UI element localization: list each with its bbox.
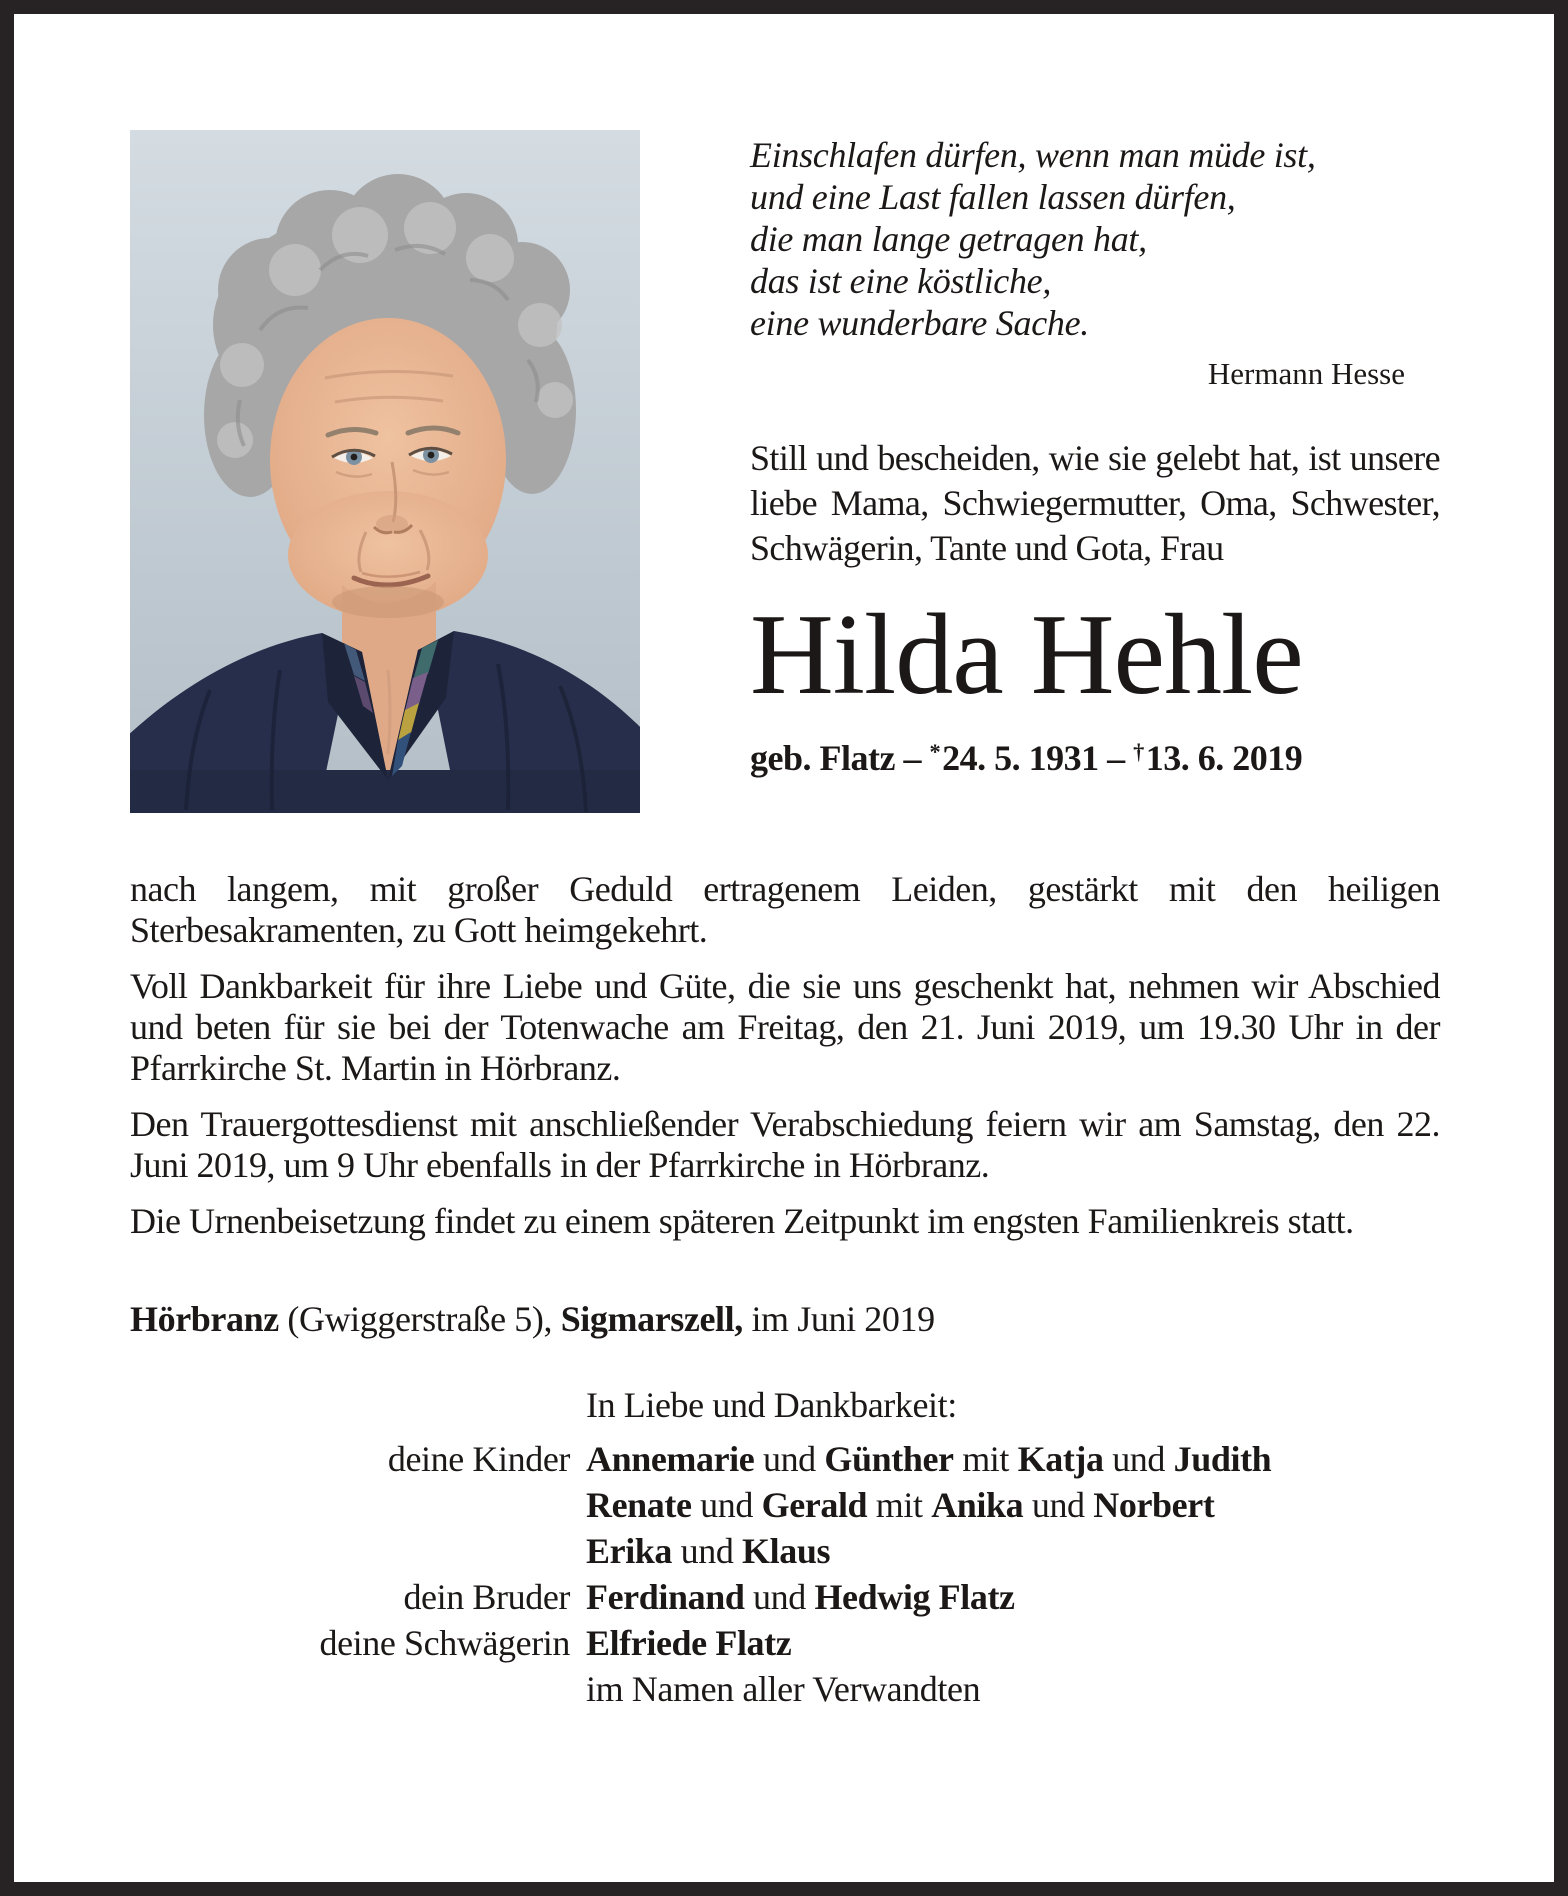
family-label: deine Schwägerin	[319, 1623, 570, 1663]
family-label	[130, 1528, 586, 1574]
family-row-children-3	[130, 1528, 1440, 1574]
family-names: Erika und Klaus	[586, 1531, 831, 1571]
family-list	[130, 1436, 1440, 1712]
family-names: Renate und Gerald mit Anika und Norbert	[586, 1485, 1215, 1525]
quote-line-2: und eine Last fallen lassen dürfen,	[750, 177, 1236, 217]
paragraph-trauergottesdienst: Den Trauergottesdienst mit anschließender Verabschiedung feiern wir am Samstag, den 22. Juni 2019, um 9 Uhr ebenfalls in der Pfarrkirche in Hörbranz.	[130, 1104, 1440, 1185]
right-column	[750, 130, 1440, 813]
memorial-quote	[750, 134, 1410, 344]
paragraph-totenwache: Voll Dankbarkeit für ihre Liebe und Güte, die sie uns geschenkt hat, nehmen wir Abschied und beten für sie bei der Totenwache am Freitag, den 21. Juni 2019, um 19.30 Uhr in der Pfarrkirche St. Martin in Hörbranz.	[130, 966, 1440, 1088]
family-label	[130, 1666, 586, 1712]
family-names: Annemarie und Günther mit Katja und Judith	[586, 1439, 1272, 1479]
family-label: dein Bruder	[403, 1577, 570, 1617]
intro-paragraph: Still und bescheiden, wie sie gelebt hat, ist unsere liebe Mama, Schwiegermutter, Oma, Schwester, Schwägerin, Tante und Gota, Frau	[750, 438, 1440, 568]
family-row-children-1	[130, 1436, 1440, 1482]
family-row-children-2	[130, 1482, 1440, 1528]
family-label	[130, 1482, 586, 1528]
family-names: Elfriede Flatz	[586, 1623, 792, 1663]
top-section	[130, 130, 1440, 813]
portrait-illustration	[130, 130, 640, 813]
deceased-name: Hilda Hehle	[750, 591, 1303, 719]
portrait-photo	[130, 130, 640, 813]
family-row-brother	[130, 1574, 1440, 1620]
location-date-line: Hörbranz (Gwiggerstraße 5), Sigmarszell, im Juni 2019	[130, 1299, 935, 1339]
quote-line-5: eine wunderbare Sache.	[750, 303, 1089, 343]
family-names: Ferdinand und Hedwig Flatz	[586, 1577, 1015, 1617]
family-row-all-relatives	[130, 1666, 1440, 1712]
quote-line-4: das ist eine köstliche,	[750, 261, 1052, 301]
paragraph-urnenbeisetzung: Die Urnenbeisetzung findet zu einem späteren Zeitpunkt im engsten Familienkreis statt.	[130, 1201, 1354, 1241]
family-names: im Namen aller Verwandten	[586, 1669, 981, 1709]
family-label: deine Kinder	[387, 1439, 570, 1479]
closing-heading: In Liebe und Dankbarkeit:	[586, 1385, 957, 1425]
quote-attribution: Hermann Hesse	[1207, 356, 1405, 391]
quote-line-3: die man lange getragen hat,	[750, 219, 1147, 259]
quote-line-1: Einschlafen dürfen, wenn man müde ist,	[750, 135, 1316, 175]
paragraph-death-notice: nach langem, mit großer Geduld ertragenem Leiden, gestärkt mit den heiligen Sterbesakramenten, zu Gott heimgekehrt.	[130, 869, 1440, 950]
birth-death-dates: geb. Flatz – *24. 5. 1931 – †13. 6. 2019	[750, 738, 1303, 778]
family-row-sister-in-law	[130, 1620, 1440, 1666]
